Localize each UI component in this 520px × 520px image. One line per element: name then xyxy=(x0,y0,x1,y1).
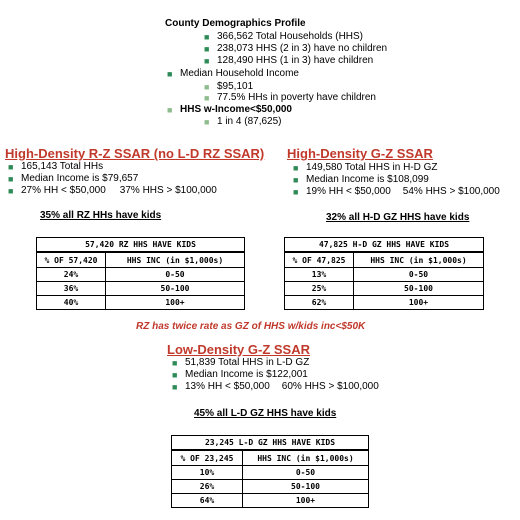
bullet-icon: ■ xyxy=(204,82,210,92)
bullet-icon: ■ xyxy=(167,105,173,115)
county-title: County Demographics Profile xyxy=(165,18,306,29)
bullet-icon: ■ xyxy=(172,370,178,380)
table-cell: 50-100 xyxy=(243,480,369,494)
table-cell: 25% xyxy=(285,282,354,296)
table-cell: 64% xyxy=(172,494,243,508)
list-item: ■ 77.5% HHs in poverty have children xyxy=(204,92,376,103)
bullet-icon: ■ xyxy=(8,174,14,184)
table-cell: 0-50 xyxy=(243,466,369,480)
hd-rz-table xyxy=(36,237,245,310)
hd-rz-kids-caption: 35% all RZ HHs have kids xyxy=(40,210,162,221)
hd-rz-title: High-Density R-Z SSAR (no L-D RZ SSAR) xyxy=(5,146,265,161)
list-item: ■ $95,101 xyxy=(204,81,254,92)
table-cell: 50-100 xyxy=(354,282,484,296)
bullet-icon: ■ xyxy=(204,56,210,66)
list-item: ■ 1 in 4 (87,625) xyxy=(204,116,282,127)
list-item: ■ 238,073 HHS (2 in 3) have no children xyxy=(204,43,388,54)
table-row xyxy=(285,282,484,296)
table-header: HHS INC (in $1,000s) xyxy=(243,450,369,466)
table-cell: 10% xyxy=(172,466,243,480)
list-item: ■ 128,490 HHS (1 in 3) have children xyxy=(204,55,374,66)
table-title: 47,825 H-D GZ HHS HAVE KIDS xyxy=(285,238,484,253)
table-cell: 50-100 xyxy=(106,282,245,296)
bullet-icon: ■ xyxy=(172,382,178,392)
bullet-icon: ■ xyxy=(204,32,210,42)
hd-gz-kids-caption: 32% all H-D GZ HHS have kids xyxy=(326,212,470,223)
table-cell: 100+ xyxy=(354,296,484,310)
table-header: % OF 47,825 xyxy=(285,252,354,268)
table-cell: 13% xyxy=(285,268,354,282)
bullet-icon: ■ xyxy=(293,187,299,197)
bullet-icon: ■ xyxy=(293,175,299,185)
comparison-note: RZ has twice rate as GZ of HHS w/kids inc<$50K xyxy=(136,321,366,332)
table-row xyxy=(37,296,245,310)
list-item: ■ 165,143 Total HHs xyxy=(8,161,104,172)
table-cell: 100+ xyxy=(106,296,245,310)
table-header: % OF 57,420 xyxy=(37,252,106,268)
table-row xyxy=(172,480,369,494)
table-cell: 26% xyxy=(172,480,243,494)
table-header: HHS INC (in $1,000s) xyxy=(106,252,245,268)
table-title: 57,420 RZ HHS HAVE KIDS xyxy=(37,238,245,253)
bullet-icon: ■ xyxy=(204,93,210,103)
list-item: ■ 27% HH < $50,000 37% HHS > $100,000 xyxy=(8,185,217,196)
table-row xyxy=(285,268,484,282)
hd-gz-title: High-Density G-Z SSAR xyxy=(287,146,433,161)
list-item: ■ 149,580 Total HHS in H-D GZ xyxy=(293,162,438,173)
ld-gz-table xyxy=(171,435,369,508)
table-cell: 0-50 xyxy=(106,268,245,282)
table-header: HHS INC (in $1,000s) xyxy=(354,252,484,268)
bullet-icon: ■ xyxy=(8,162,14,172)
table-header: % OF 23,245 xyxy=(172,450,243,466)
table-cell: 36% xyxy=(37,282,106,296)
list-item: ■ HHS w-Income<$50,000 xyxy=(167,104,292,115)
table-row xyxy=(37,268,245,282)
list-item: ■ Median Income is $79,657 xyxy=(8,173,139,184)
table-row xyxy=(172,466,369,480)
list-item: ■ 51,839 Total HHS in L-D GZ xyxy=(172,357,310,368)
ld-gz-kids-caption: 45% all L-D GZ HHS have kids xyxy=(194,408,337,419)
list-item: ■ Median Income is $122,001 xyxy=(172,369,308,380)
table-row xyxy=(37,282,245,296)
bullet-icon: ■ xyxy=(8,186,14,196)
bullet-icon: ■ xyxy=(204,44,210,54)
list-item: ■ 13% HH < $50,000 60% HHS > $100,000 xyxy=(172,381,379,392)
list-item: ■ Median Income is $108,099 xyxy=(293,174,429,185)
table-row xyxy=(172,494,369,508)
table-cell: 24% xyxy=(37,268,106,282)
list-item: ■ 19% HH < $50,000 54% HHS > $100,000 xyxy=(293,186,500,197)
bullet-icon: ■ xyxy=(172,358,178,368)
bullet-icon: ■ xyxy=(204,117,210,127)
table-cell: 100+ xyxy=(243,494,369,508)
list-item: ■ 366,562 Total Households (HHS) xyxy=(204,31,364,42)
table-cell: 40% xyxy=(37,296,106,310)
ld-gz-title: Low-Density G-Z SSAR xyxy=(167,342,311,357)
bullet-icon: ■ xyxy=(167,69,173,79)
bullet-icon: ■ xyxy=(293,163,299,173)
table-cell: 0-50 xyxy=(354,268,484,282)
hd-gz-table xyxy=(284,237,484,310)
table-row xyxy=(285,296,484,310)
table-title: 23,245 L-D GZ HHS HAVE KIDS xyxy=(172,436,369,451)
table-cell: 62% xyxy=(285,296,354,310)
list-item: ■ Median Household Income xyxy=(167,68,299,79)
